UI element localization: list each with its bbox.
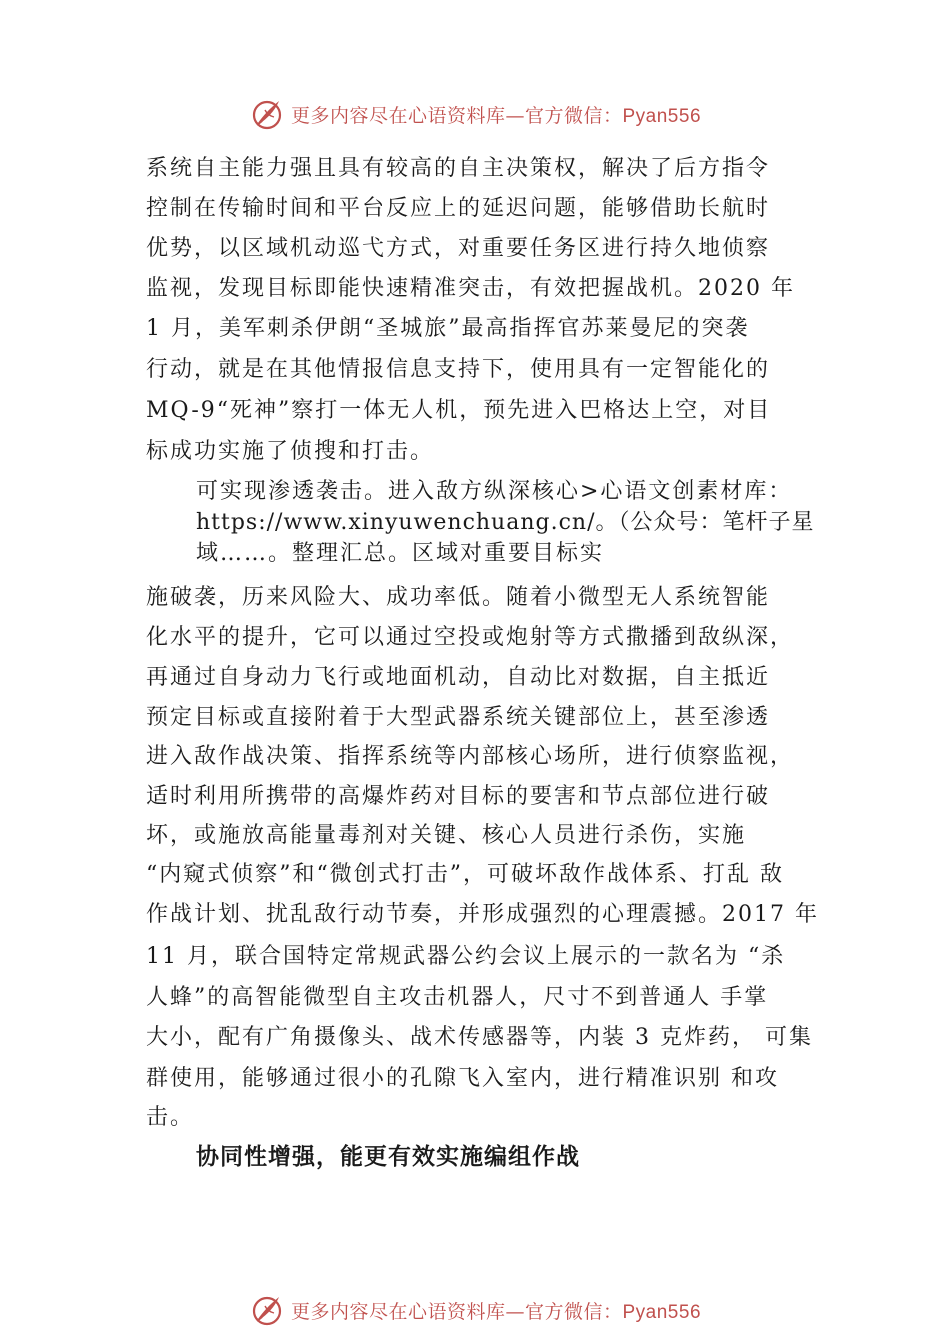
watermark-text: 更多内容尽在心语资料库—官方微信：Pyan556	[290, 104, 702, 127]
body-line: 适时利用所携带的高爆炸药对目标的要害和节点部位进行破	[146, 784, 771, 809]
body-line: 监视，发现目标即能快速精准突击，有效把握战机。2020 年	[146, 276, 795, 301]
inserted-note-line: 可实现渗透袭击。进入敌方纵深核心>心语文创素材库：	[196, 479, 793, 504]
inserted-note-url-line: https://www.xinyuwenchuang.cn/。（公众号：笔杆子星	[196, 510, 815, 535]
body-line: 化水平的提升，它可以通过空投或炮射等方式撒播到敌纵深，	[146, 625, 795, 650]
body-line: 大小，配有广角摄像头、战术传感器等，内装 3 克炸药， 可集	[146, 1025, 813, 1050]
watermark-banner-bottom	[0, 1290, 950, 1330]
watermark-text: 更多内容尽在心语资料库—官方微信：Pyan556	[290, 1300, 702, 1323]
body-line: 作战计划、扰乱敌行动节奏，并形成强烈的心理震撼。2017 年	[146, 902, 819, 927]
body-line: 控制在传输时间和平台反应上的延迟问题，能够借助长航时	[146, 196, 771, 221]
quill-logo-icon	[249, 96, 285, 132]
section-heading: 协同性增强，能更有效实施编组作战	[196, 1144, 580, 1170]
body-line: MQ-9“死神”察打一体无人机，预先进入巴格达上空，对目	[146, 398, 772, 423]
watermark-banner-top	[0, 94, 950, 134]
body-line: 人蜂”的高智能微型自主攻击机器人，尺寸不到普通人 手掌	[146, 985, 769, 1010]
body-line: 预定目标或直接附着于大型武器系统关键部位上，甚至渗透	[146, 705, 771, 730]
body-line: 1 月，美军刺杀伊朗“圣城旅”最高指挥官苏莱曼尼的突袭	[146, 316, 750, 341]
body-line: “内窥式侦察”和“微创式打击”，可破坏敌作战体系、打乱 敌	[146, 862, 784, 887]
body-line: 施破袭，历来风险大、成功率低。随着小微型无人系统智能	[146, 585, 771, 610]
body-line: 系统自主能力强且具有较高的自主决策权，解决了后方指令	[146, 156, 771, 181]
body-line: 行动，就是在其他情报信息支持下，使用具有一定智能化的	[146, 357, 771, 382]
body-line: 进入敌作战决策、指挥系统等内部核心场所，进行侦察监视，	[146, 744, 795, 769]
body-line: 再通过自身动力飞行或地面机动，自动比对数据，自主抵近	[146, 665, 771, 690]
body-line: 坏，或施放高能量毒剂对关键、核心人员进行杀伤，实施	[146, 823, 747, 848]
inserted-note-line: 域……。整理汇总。区域对重要目标实	[196, 541, 605, 566]
body-line: 11 月，联合国特定常规武器公约会议上展示的一款名为 “杀	[146, 944, 786, 969]
body-line: 优势，以区域机动巡弋方式，对重要任务区进行持久地侦察	[146, 236, 771, 261]
body-line: 标成功实施了侦搜和打击。	[146, 439, 435, 464]
quill-logo-icon	[249, 1292, 285, 1328]
body-line: 击。	[146, 1105, 195, 1130]
body-line: 群使用，能够通过很小的孔隙飞入室内，进行精准识别 和攻	[146, 1066, 779, 1091]
